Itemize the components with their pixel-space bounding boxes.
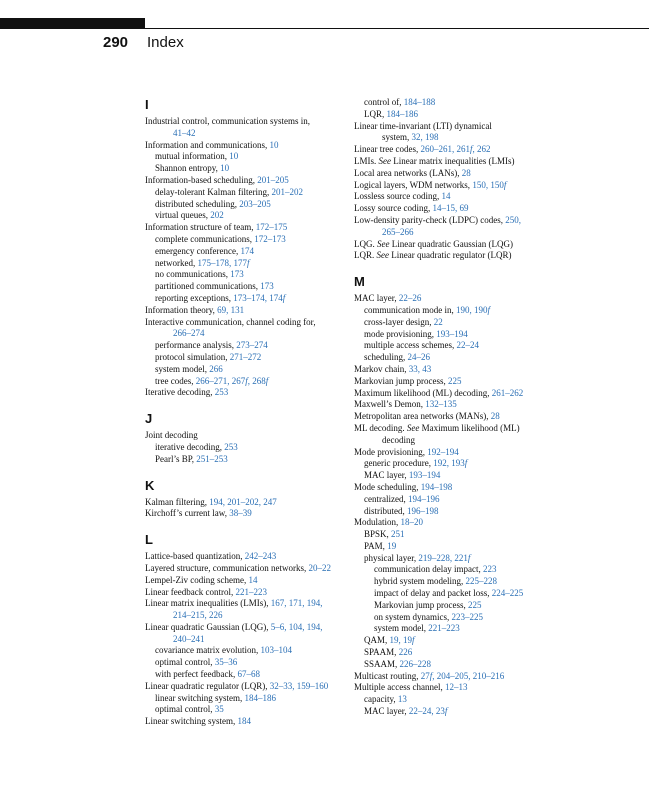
index-entry: Linear quadratic Gaussian (LQG), 5–6, 104, 194, bbox=[145, 621, 323, 632]
index-subentry: capacity, 13 bbox=[364, 694, 407, 705]
page-ref-link[interactable]: 251–253 bbox=[196, 453, 228, 464]
page-ref-link[interactable]: 219–228, bbox=[418, 552, 455, 563]
index-entry: Local area networks (LANs), 28 bbox=[354, 167, 471, 178]
index-entry: Maximum likelihood (ML) decoding, 261–262 bbox=[354, 387, 524, 398]
page-ref-link[interactable]: 253 bbox=[214, 387, 229, 398]
page-ref-link[interactable]: 150f bbox=[490, 179, 507, 190]
index-entry: Lossless source coding, 14 bbox=[354, 191, 451, 202]
index-subentry: system model, 266 bbox=[155, 363, 223, 374]
index-entry: LQR. See Linear quadratic regulator (LQR) bbox=[354, 250, 512, 261]
index-entry-continuation bbox=[145, 634, 351, 646]
index-entry: Information and communications, 10 bbox=[145, 139, 279, 150]
page-ref-link[interactable]: 184–186 bbox=[244, 692, 276, 703]
page-ref-link[interactable]: 214–215, 226 bbox=[173, 610, 223, 621]
page-ref-link[interactable]: 32, 198 bbox=[411, 132, 439, 143]
index-letter-heading: I bbox=[145, 97, 149, 112]
index-subentry: optimal control, 35 bbox=[155, 704, 224, 715]
index-entry: Multicast routing, 27f, 204–205, 210–216 bbox=[354, 670, 505, 681]
page-ref-link[interactable]: 18–20 bbox=[400, 517, 423, 528]
page-ref-link[interactable]: 167, 171, 194, bbox=[270, 598, 323, 609]
page-ref-link[interactable]: 192–194 bbox=[427, 446, 459, 457]
page-ref-link[interactable]: 32–33, 159–160 bbox=[269, 680, 329, 691]
page-ref-link[interactable]: 273–274 bbox=[236, 340, 268, 351]
page-ref-link[interactable]: 24–26 bbox=[407, 352, 430, 363]
page-ref-link[interactable]: 184–186 bbox=[386, 108, 418, 119]
page-number: 290 bbox=[103, 34, 129, 51]
page-ref-link[interactable]: 266–274 bbox=[173, 328, 205, 339]
page-ref-link[interactable]: 172–173 bbox=[254, 233, 286, 244]
index-subentry: complete communications, 172–173 bbox=[155, 233, 286, 244]
index-letter-heading: M bbox=[354, 274, 365, 290]
index-subentry: communication mode in, 190, 190f bbox=[364, 304, 490, 315]
index-subentry: control of, 184–188 bbox=[364, 97, 436, 107]
page-ref-link[interactable]: 10 bbox=[220, 163, 230, 174]
index-entry: LQG. See Linear quadratic Gaussian (LQG) bbox=[354, 238, 513, 249]
index-subentry: networked, 175–178, 177f bbox=[155, 257, 250, 268]
index-entry: Lempel-Ziv coding scheme, 14 bbox=[145, 574, 258, 585]
index-subentry: mutual information, 10 bbox=[155, 151, 239, 162]
page-ref-link[interactable]: 172–175 bbox=[255, 222, 288, 233]
index-subentry: physical layer, 219–228, 221f bbox=[364, 552, 471, 563]
index-entry: Lossy source coding, 14–15, 69 bbox=[354, 203, 469, 214]
page-ref-link[interactable]: 194–196 bbox=[407, 493, 440, 504]
index-subentry: scheduling, 24–26 bbox=[364, 352, 430, 363]
index-subentry: emergency conference, 174 bbox=[155, 245, 255, 256]
page-ref-link[interactable]: 221–223 bbox=[428, 623, 460, 634]
index-subentry: linear switching system, 184–186 bbox=[155, 692, 276, 703]
page-ref-link[interactable]: 35–36 bbox=[214, 657, 238, 668]
index-column-right bbox=[354, 97, 560, 718]
index-subentry: MAC layer, 193–194 bbox=[364, 470, 441, 481]
page-ref-link[interactable]: 203–205 bbox=[239, 198, 271, 209]
page-ref-link[interactable]: 13 bbox=[397, 694, 407, 705]
index-subentry: reporting exceptions, 173–174, 174f bbox=[155, 292, 286, 303]
page-ref-link[interactable]: 201–202 bbox=[271, 186, 303, 197]
page-ref-link[interactable]: 12–13 bbox=[444, 682, 468, 693]
page-ref-link[interactable]: 173 bbox=[230, 269, 244, 280]
page-ref-link[interactable]: 223–225 bbox=[451, 611, 483, 622]
page-ref-link[interactable]: 22–24, bbox=[408, 706, 436, 717]
page-ref-link[interactable]: 265–266 bbox=[382, 226, 414, 237]
index-entry: Lattice-based quantization, 242–243 bbox=[145, 551, 277, 562]
page-ref-link[interactable]: 41–42 bbox=[173, 127, 196, 138]
index-entry: MAC layer, 22–26 bbox=[354, 293, 422, 304]
page-ref-link[interactable]: 35 bbox=[214, 704, 224, 715]
page-ref-link[interactable]: 177f bbox=[233, 257, 250, 268]
page-ref-link[interactable]: , bbox=[247, 375, 253, 386]
index-subentry: protocol simulation, 271–272 bbox=[155, 351, 262, 362]
page-ref-link[interactable]: 19 bbox=[387, 540, 397, 551]
page-ref-link[interactable]: 14–15, 69 bbox=[432, 203, 469, 214]
index-entry: Information structure of team, 172–175 bbox=[145, 222, 288, 233]
page-ref-link[interactable]: 14 bbox=[441, 191, 451, 202]
index-entry: Kirchoff’s current law, 38–39 bbox=[145, 508, 252, 519]
page-ref-link[interactable]: 132–135 bbox=[425, 399, 457, 410]
index-subentry: virtual queues, 202 bbox=[155, 210, 224, 221]
page-ref-link[interactable]: 190, bbox=[455, 304, 474, 315]
index-entry: Joint decoding bbox=[145, 430, 198, 441]
page-ref-link[interactable]: 261f bbox=[456, 144, 473, 155]
page-ref-link[interactable]: 267f bbox=[231, 375, 248, 386]
page-ref-link[interactable]: 226 bbox=[398, 647, 413, 658]
index-subentry: delay-tolerant Kalman filtering, 201–202 bbox=[155, 186, 303, 197]
index-entry: Linear quadratic regulator (LQR), 32–33, 159–160 bbox=[145, 680, 329, 691]
index-letter-heading: K bbox=[145, 477, 155, 493]
page-ref-link[interactable]: 225–228 bbox=[465, 576, 497, 587]
page-ref-link[interactable]: 261–262 bbox=[491, 387, 524, 398]
page-ref-link[interactable]: 174 bbox=[240, 245, 255, 256]
page-ref-link[interactable]: 225 bbox=[447, 375, 462, 386]
page-ref-link[interactable]: 223 bbox=[482, 564, 497, 575]
index-entry: Modulation, 18–20 bbox=[354, 517, 423, 528]
page-ref-link[interactable]: 28 bbox=[461, 167, 471, 178]
page-ref-link[interactable]: 28 bbox=[490, 411, 500, 422]
index-entry: Information-based scheduling, 201–205 bbox=[145, 174, 289, 185]
index-entry-continuation bbox=[145, 328, 351, 340]
index-column-left bbox=[145, 97, 351, 728]
page-ref-link[interactable]: 224–225 bbox=[491, 588, 524, 599]
index-entry-continuation: system, 32, 198 bbox=[382, 132, 439, 143]
index-letter-heading: L bbox=[145, 532, 153, 548]
index-entry: Linear matrix inequalities (LMIs), 167, 171, 194, bbox=[145, 598, 323, 609]
index-entry: LMIs. See Linear matrix inequalities (LMIs) bbox=[354, 155, 515, 166]
index-subentry: with perfect feedback, 67–68 bbox=[155, 669, 260, 680]
page-ref-link[interactable]: 23f bbox=[435, 706, 448, 717]
page-ref-link[interactable]: 10 bbox=[229, 151, 239, 162]
page-ref-link[interactable]: 226–228 bbox=[399, 658, 432, 669]
index-entry-continuation bbox=[354, 227, 560, 239]
page-ref-link[interactable]: 193–194 bbox=[408, 470, 441, 481]
page-ref-link[interactable]: 19f bbox=[403, 635, 415, 646]
index-subentry: cross-layer design, 22 bbox=[364, 316, 443, 327]
index-subentry: optimal control, 35–36 bbox=[155, 657, 238, 668]
page-ref-link[interactable]: 221–223 bbox=[235, 586, 267, 597]
index-entry: Maxwell’s Demon, 132–135 bbox=[354, 399, 457, 410]
index-entry: ML decoding. See Maximum likelihood (ML) bbox=[354, 422, 520, 433]
page-ref-link[interactable]: 190f bbox=[473, 304, 490, 315]
index-subentry: tree codes, 266–271, 267f, 268f bbox=[155, 375, 269, 386]
page-ref-link[interactable]: 194, 201–202, 247 bbox=[209, 496, 277, 507]
index-entry: Markov chain, 33, 43 bbox=[354, 363, 432, 374]
index-subentry: iterative decoding, 253 bbox=[155, 441, 238, 452]
index-subentry: distributed scheduling, 203–205 bbox=[155, 198, 271, 209]
page-ref-link[interactable]: 38–39 bbox=[229, 508, 252, 519]
index-entry-continuation bbox=[145, 610, 351, 622]
page-ref-link[interactable]: 10 bbox=[269, 139, 279, 150]
index-entry: Low-density parity-check (LDPC) codes, 250, bbox=[354, 214, 521, 225]
index-subentry: QAM, 19, 19f bbox=[364, 635, 415, 646]
index-subentry: Shannon entropy, 10 bbox=[155, 163, 230, 174]
page-ref-link[interactable]: 103–104 bbox=[260, 645, 292, 656]
index-entry: Iterative decoding, 253 bbox=[145, 387, 229, 398]
index-subentry: Pearl’s BP, 251–253 bbox=[155, 453, 228, 464]
index-subentry: on system dynamics, 223–225 bbox=[374, 611, 483, 622]
page-ref-link[interactable]: 266–271, bbox=[195, 375, 232, 386]
index-subentry: BPSK, 251 bbox=[364, 529, 405, 540]
page-ref-link[interactable]: 193f bbox=[451, 458, 468, 469]
page-ref-link[interactable]: 22–26 bbox=[398, 293, 422, 304]
index-subentry: no communications, 173 bbox=[155, 269, 244, 280]
page-ref-link[interactable]: 173–174, bbox=[233, 292, 270, 303]
index-entry: Information theory, 69, 131 bbox=[145, 304, 245, 315]
page-ref-link[interactable]: 67–68 bbox=[237, 669, 260, 680]
index-entry: Layered structure, communication networks, 20–22 bbox=[145, 562, 331, 573]
index-entry: Interactive communication, channel coding for, bbox=[145, 316, 316, 327]
index-entry: Linear feedback control, 221–223 bbox=[145, 586, 267, 597]
index-entry: Linear switching system, 184 bbox=[145, 716, 251, 727]
index-subentry: centralized, 194–196 bbox=[364, 493, 440, 504]
index-subentry: partitioned communications, 173 bbox=[155, 281, 274, 292]
page-ref-link[interactable]: 175–178, bbox=[197, 257, 234, 268]
page-ref-link[interactable]: , 262 bbox=[472, 144, 491, 155]
index-entry: Mode provisioning, 192–194 bbox=[354, 446, 459, 457]
page-ref-link[interactable]: 271–272 bbox=[229, 351, 262, 362]
page-ref-link[interactable]: , 204–205, 210–216 bbox=[432, 670, 505, 681]
index-subentry: hybrid system modeling, 225–228 bbox=[374, 576, 497, 587]
index-subentry: LQR, 184–186 bbox=[364, 108, 418, 119]
page-ref-link[interactable]: 253 bbox=[224, 441, 238, 452]
index-entry: Industrial control, communication systems in, bbox=[145, 116, 310, 126]
page-ref-link[interactable]: 14 bbox=[248, 574, 258, 585]
page-ref-link[interactable]: 33, 43 bbox=[408, 363, 432, 374]
index-subentry: system model, 221–223 bbox=[374, 623, 460, 634]
page-ref-link[interactable]: 221f bbox=[454, 552, 471, 563]
page-ref-link[interactable]: 194–198 bbox=[420, 481, 453, 492]
running-head: Index bbox=[147, 34, 184, 51]
page-ref-link[interactable]: 184 bbox=[237, 716, 251, 727]
page-ref-link[interactable]: 250, bbox=[505, 214, 521, 225]
index-subentry: generic procedure, 192, 193f bbox=[364, 458, 468, 469]
page-ref-link[interactable]: 5–6, 104, 194, bbox=[270, 621, 323, 632]
page-ref-link[interactable]: 251 bbox=[391, 529, 405, 540]
page-ref-link[interactable]: 184–188 bbox=[403, 97, 436, 107]
page-ref-link[interactable]: 266 bbox=[209, 363, 223, 374]
index-entry: Multiple access channel, 12–13 bbox=[354, 682, 468, 693]
index-subentry: impact of delay and packet loss, 224–225 bbox=[374, 588, 524, 599]
index-subentry: Markovian jump process, 225 bbox=[374, 599, 482, 610]
page-ref-link[interactable]: 242–243 bbox=[244, 551, 277, 562]
index-subentry: SSAAM, 226–228 bbox=[364, 658, 432, 669]
page-ref-link[interactable]: 150, bbox=[472, 179, 491, 190]
page-ref-link[interactable]: 19, bbox=[389, 635, 404, 646]
index-entry: Linear tree codes, 260–261, 261f, 262 bbox=[354, 144, 491, 155]
index-subentry: communication delay impact, 223 bbox=[374, 564, 497, 575]
page-ref-link[interactable]: 173 bbox=[260, 281, 274, 292]
page-ref-link[interactable]: 225 bbox=[467, 599, 482, 610]
index-entry-continuation bbox=[145, 128, 351, 140]
page-ref-link[interactable]: 240–241 bbox=[173, 633, 205, 644]
index-subentry: SPAAM, 226 bbox=[364, 647, 413, 658]
index-subentry: distributed, 196–198 bbox=[364, 505, 439, 516]
page-ref-link[interactable]: 201–205 bbox=[257, 174, 289, 185]
index-subentry: covariance matrix evolution, 103–104 bbox=[155, 645, 292, 656]
index-subentry: MAC layer, 22–24, 23f bbox=[364, 706, 448, 717]
index-entry: Mode scheduling, 194–198 bbox=[354, 481, 453, 492]
page-ref-link[interactable]: 196–198 bbox=[407, 505, 439, 516]
index-entry-continuation: decoding bbox=[382, 434, 415, 445]
page-ref-link[interactable]: 20–22 bbox=[308, 562, 331, 573]
index-entry: Logical layers, WDM networks, 150, 150f bbox=[354, 179, 507, 190]
page-ref-link[interactable]: 22–24 bbox=[456, 340, 479, 351]
index-subentry: mode provisioning, 193–194 bbox=[364, 328, 468, 339]
page-ref-link[interactable]: 22 bbox=[433, 316, 443, 327]
page-ref-link[interactable]: 174f bbox=[269, 292, 286, 303]
page-ref-link[interactable]: 193–194 bbox=[436, 328, 468, 339]
page-ref-link[interactable]: 268f bbox=[252, 375, 269, 386]
page-ref-link[interactable]: 69, 131 bbox=[217, 304, 245, 315]
index-subentry: multiple access schemes, 22–24 bbox=[364, 340, 479, 351]
index-letter-heading: J bbox=[145, 411, 153, 427]
index-entry: Linear time-invariant (LTI) dynamical bbox=[354, 120, 492, 131]
page-ref-link[interactable]: 202 bbox=[210, 210, 224, 221]
page-ref-link[interactable]: 27f bbox=[420, 670, 433, 681]
page-ref-link[interactable]: 192, bbox=[433, 458, 452, 469]
header-bar bbox=[0, 18, 145, 29]
index-entry: Markovian jump process, 225 bbox=[354, 375, 462, 386]
index-subentry: PAM, 19 bbox=[364, 540, 397, 551]
index-entry: Metropolitan area networks (MANs), 28 bbox=[354, 411, 500, 422]
index-entry: Kalman filtering, 194, 201–202, 247 bbox=[145, 496, 277, 507]
page-ref-link[interactable]: 260–261, bbox=[420, 144, 457, 155]
index-subentry: performance analysis, 273–274 bbox=[155, 340, 268, 351]
header-rule bbox=[145, 28, 649, 29]
